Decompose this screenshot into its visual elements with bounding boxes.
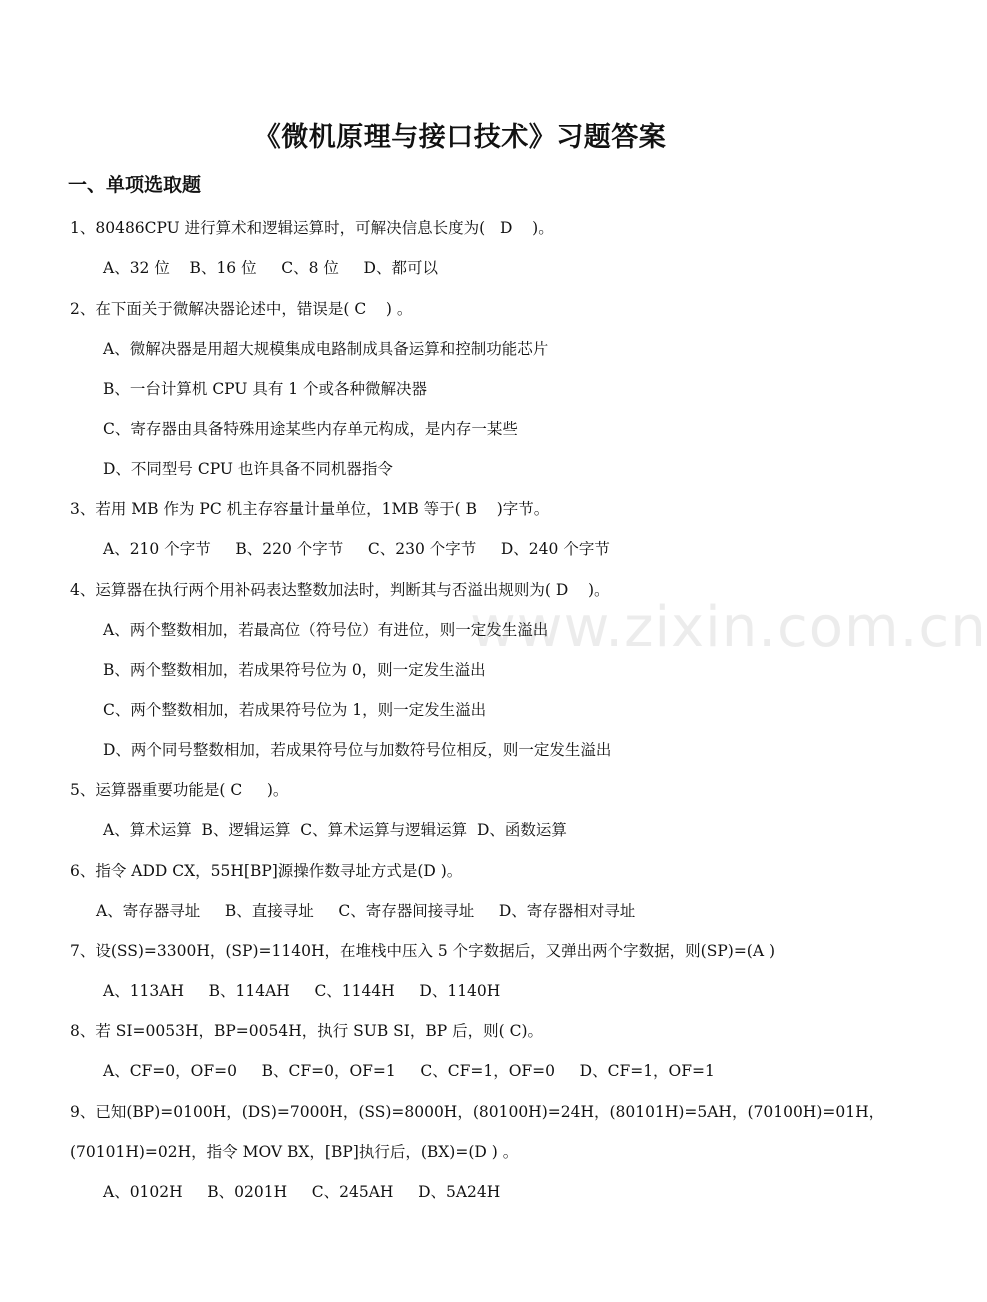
question-7-options: A、113AH B、114AH C、1144H D、1140H xyxy=(103,982,501,1000)
watermark: www.zixin.com.cn xyxy=(470,595,987,660)
question-2: 2、在下面关于微解决器论述中，错误是( C ) 。 xyxy=(70,300,413,318)
question-2-option-d: D、不同型号 CPU 也许具备不同机器指令 xyxy=(103,460,393,478)
document-title: 《微机原理与接口技术》习题答案 xyxy=(253,122,667,153)
question-9-options: A、0102H B、0201H C、245AH D、5A24H xyxy=(103,1183,501,1201)
question-4-option-b: B、两个整数相加，若成果符号位为 0，则一定发生溢出 xyxy=(103,661,486,679)
question-6: 6、指令 ADD CX，55H[BP]源操作数寻址方式是(D )。 xyxy=(70,862,463,880)
question-3-options: A、210 个字节 B、220 个字节 C、230 个字节 D、240 个字节 xyxy=(103,540,610,558)
question-1: 1、80486CPU 进行算术和逻辑运算时，可解决信息长度为( D )。 xyxy=(70,219,554,237)
question-8-options: A、CF=0，OF=0 B、CF=0，OF=1 C、CF=1，OF=0 D、CF=1，OF=1 xyxy=(103,1062,715,1080)
question-3: 3、若用 MB 作为 PC 机主存容量计量单位，1MB 等于( B )字节。 xyxy=(70,500,550,518)
question-6-options: A、寄存器寻址 B、直接寻址 C、寄存器间接寻址 D、寄存器相对寻址 xyxy=(96,902,636,920)
question-4-option-d: D、两个同号整数相加，若成果符号位与加数符号位相反，则一定发生溢出 xyxy=(103,741,612,759)
question-9: 9、已知(BP)=0100H，(DS)=7000H，(SS)=8000H，(80100H)=24H，(80101H)=5AH，(70100H)=01H， xyxy=(70,1103,885,1121)
question-5-options: A、算术运算 B、逻辑运算 C、算术运算与逻辑运算 D、函数运算 xyxy=(103,821,567,839)
question-2-option-b: B、一台计算机 CPU 具有 1 个或各种微解决器 xyxy=(103,380,428,398)
question-9-continued: (70101H)=02H，指令 MOV BX，[BP]执行后，(BX)=(D ) 。 xyxy=(70,1143,519,1161)
question-4-option-c: C、两个整数相加，若成果符号位为 1，则一定发生溢出 xyxy=(103,701,487,719)
question-4: 4、运算器在执行两个用补码表达整数加法时，判断其与否溢出规则为( D )。 xyxy=(70,581,610,599)
question-4-option-a: A、两个整数相加，若最高位（符号位）有进位，则一定发生溢出 xyxy=(103,621,549,639)
question-2-option-c: C、寄存器由具备特殊用途某些内存单元构成，是内存一某些 xyxy=(103,420,518,438)
question-7: 7、设(SS)=3300H，(SP)=1140H，在堆栈中压入 5 个字数据后，又弹出两个字数据，则(SP)=(A ) xyxy=(70,942,776,960)
section-heading: 一、单项选取题 xyxy=(68,174,202,196)
question-5: 5、运算器重要功能是( C )。 xyxy=(70,781,289,799)
question-1-options: A、32 位 B、16 位 C、8 位 D、都可以 xyxy=(103,259,438,277)
question-8: 8、若 SI=0053H，BP=0054H，执行 SUB SI，BP 后，则( C)。 xyxy=(70,1022,544,1040)
question-2-option-a: A、微解决器是用超大规模集成电路制成具备运算和控制功能芯片 xyxy=(103,340,549,358)
